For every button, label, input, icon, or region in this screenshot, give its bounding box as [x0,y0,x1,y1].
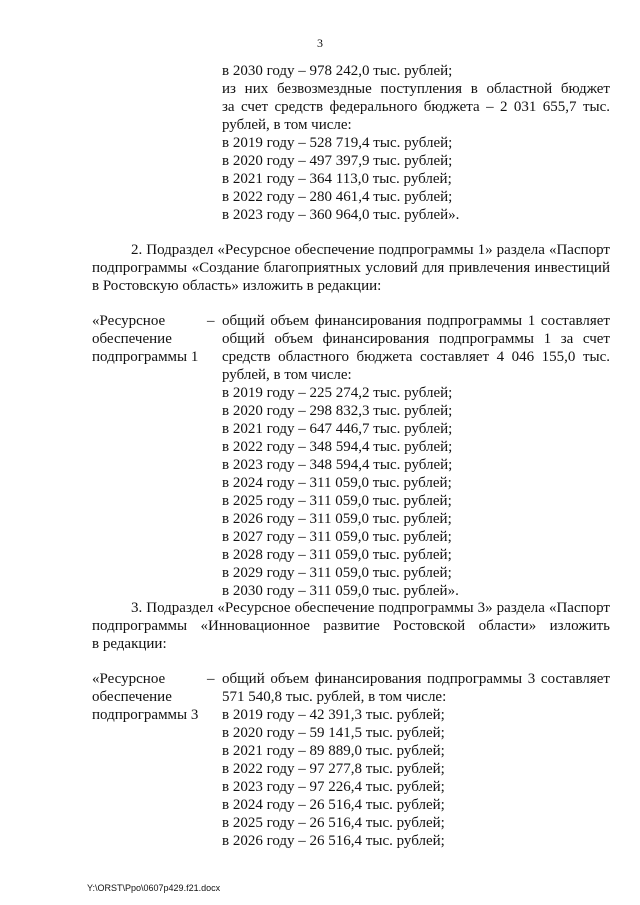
content-line: в 2023 году – 348 594,4 тыс. рублей; [222,457,453,473]
content-line: в 2019 году – 225 274,2 тыс. рублей; [222,385,453,401]
text-line: из них безвозмездные поступления в областной бюджет [222,81,610,97]
text-line: в 2020 году – 497 397,9 тыс. рублей; [222,153,453,169]
text-line: в 2030 году – 978 242,0 тыс. рублей; [222,63,453,79]
text-line: в 2022 году – 280 461,4 тыс. рублей; [222,189,453,205]
content-line: в 2021 году – 647 446,7 тыс. рублей; [222,421,453,437]
content-line: в 2020 году – 298 832,3 тыс. рублей; [222,403,453,419]
label-line: «Ресурсное [92,671,166,687]
content-line: в 2029 году – 311 059,0 тыс. рублей; [222,565,452,581]
paragraph-line: в Ростовскую область» изложить в редакции: [92,278,382,294]
paragraph-line: подпрограммы «Инновационное развитие Ростовской области» изложить [92,618,610,634]
dash: – [207,313,215,329]
content-line: в 2026 году – 26 516,4 тыс. рублей; [222,833,445,849]
content-line: в 2025 году – 311 059,0 тыс. рублей; [222,493,452,509]
content-line: в 2020 году – 59 141,5 тыс. рублей; [222,725,445,741]
content-line: в 2028 году – 311 059,0 тыс. рублей; [222,547,452,563]
paragraph-line: подпрограммы «Создание благоприятных условий для привлечения инвестиций [92,260,610,276]
content-line: в 2023 году – 97 226,4 тыс. рублей; [222,779,445,795]
text-line: за счет средств федерального бюджета – 2 031 655,7 тыс. [222,99,610,115]
content-line: в 2019 году – 42 391,3 тыс. рублей; [222,707,445,723]
content-line: в 2024 году – 26 516,4 тыс. рублей; [222,797,445,813]
content-line: 571 540,8 тыс. рублей, в том числе: [222,689,447,705]
content-line: в 2022 году – 348 594,4 тыс. рублей; [222,439,453,455]
content-line: в 2024 году – 311 059,0 тыс. рублей; [222,475,452,491]
text-line: в 2021 году – 364 113,0 тыс. рублей; [222,171,452,187]
paragraph-line: в редакции: [92,636,167,652]
content-line: в 2030 году – 311 059,0 тыс. рублей». [222,583,459,599]
content-line: в 2027 году – 311 059,0 тыс. рублей; [222,529,452,545]
content-line: средств областного бюджета составляет 4 046 155,0 тыс. [222,349,610,365]
dash: – [207,671,215,687]
label-line: подпрограммы 1 [92,349,199,365]
page-number: 3 [317,36,323,50]
label-line: «Ресурсное [92,313,166,329]
paragraph-line: 3. Подраздел «Ресурсное обеспечение подпрограммы 3» раздела «Паспорт [131,600,610,616]
content-line: общий объем финансирования подпрограммы 1 за счет [222,331,610,347]
label-line: обеспечение [92,331,172,347]
label-line: обеспечение [92,689,172,705]
file-path-footer: Y:\ORST\Ppo\0607p429.f21.docx [87,883,221,893]
content-line: в 2021 году – 89 889,0 тыс. рублей; [222,743,445,759]
paragraph-line: 2. Подраздел «Ресурсное обеспечение подпрограммы 1» раздела «Паспорт [131,242,610,258]
content-line: общий объем финансирования подпрограммы 1 составляет [222,313,610,329]
text-line: рублей, в том числе: [222,117,352,133]
text-line: в 2023 году – 360 964,0 тыс. рублей». [222,207,460,223]
content-line: рублей, в том числе: [222,367,352,383]
content-line: в 2022 году – 97 277,8 тыс. рублей; [222,761,445,777]
label-line: подпрограммы 3 [92,707,199,723]
text-line: в 2019 году – 528 719,4 тыс. рублей; [222,135,453,151]
content-line: в 2026 году – 311 059,0 тыс. рублей; [222,511,452,527]
content-line: в 2025 году – 26 516,4 тыс. рублей; [222,815,445,831]
content-line: общий объем финансирования подпрограммы 3 составляет [222,671,610,687]
